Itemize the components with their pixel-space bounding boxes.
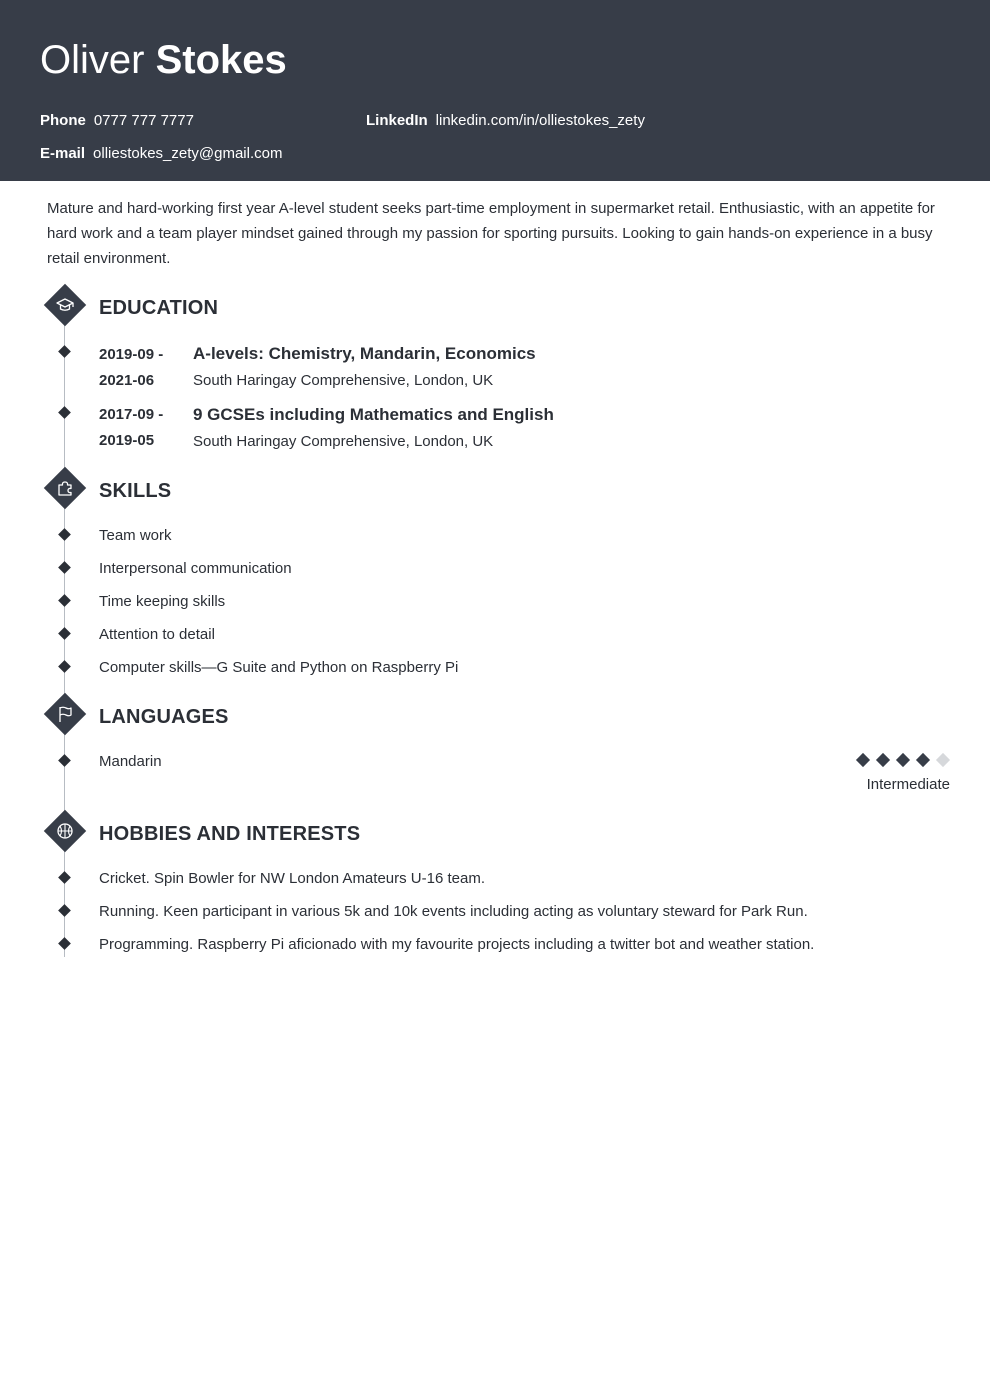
linkedin-value[interactable]: linkedin.com/in/olliestokes_zety	[435, 112, 645, 129]
contact-email	[40, 145, 282, 163]
education-school: South Haringay Comprehensive, London, UK	[193, 433, 494, 450]
skills-section-icon	[44, 467, 86, 509]
languages-title: LANGUAGES	[99, 706, 229, 728]
hobby-item: Cricket. Spin Bowler for NW London Amateurs U-16 team.	[99, 870, 485, 887]
education-school: South Haringay Comprehensive, London, UK	[193, 372, 494, 389]
rating-dot	[876, 753, 890, 767]
basketball-icon	[54, 820, 76, 842]
skill-bullet	[58, 627, 71, 640]
hobbies-title: HOBBIES AND INTERESTS	[99, 823, 361, 845]
rating-dot	[936, 753, 950, 767]
skills-title: SKILLS	[99, 480, 172, 502]
phone-label: Phone	[40, 112, 86, 129]
rating-dot	[896, 753, 910, 767]
education-bullet	[58, 406, 71, 419]
graduation-cap-icon	[54, 294, 76, 316]
language-bullet	[58, 754, 71, 767]
skill-item: Interpersonal communication	[99, 560, 292, 577]
email-value[interactable]: olliestokes_zety@gmail.com	[93, 145, 283, 162]
first-name: Oliver	[40, 38, 145, 82]
hobby-bullet	[58, 937, 71, 950]
profile-summary: Mature and hard-working first year A-level student seeks part-time employment in supermarket retail. Enthusiastic, with an appetite for hard work and a team player mindset gained through my passion for sporting pursuits. Looking to gain hands-on experience in a busy retail environment.	[47, 200, 935, 267]
education-date	[99, 342, 179, 394]
skill-item: Attention to detail	[99, 626, 215, 643]
skill-bullet	[58, 594, 71, 607]
skill-item: Computer skills—G Suite and Python on Raspberry Pi	[99, 659, 459, 676]
language-name: Mandarin	[99, 753, 162, 770]
education-date-start: 2017-09 -	[99, 406, 164, 423]
education-date-end: 2021-06	[99, 372, 155, 389]
puzzle-icon	[54, 477, 76, 499]
skill-bullet	[58, 660, 71, 673]
hobby-bullet	[58, 871, 71, 884]
education-section-icon	[44, 284, 86, 326]
hobby-bullet	[58, 904, 71, 917]
education-title: EDUCATION	[99, 297, 219, 319]
last-name: Stokes	[155, 38, 287, 82]
phone-value: 0777 777 7777	[93, 112, 194, 129]
email-label: E-mail	[40, 145, 86, 162]
hobbies-section-icon	[44, 810, 86, 852]
education-date	[99, 402, 179, 454]
skill-bullet	[58, 561, 71, 574]
hobby-item: Programming. Raspberry Pi aficionado with my favourite projects including a twitter bot and weather station.	[99, 936, 815, 953]
languages-section-icon	[44, 693, 86, 735]
education-bullet	[58, 345, 71, 358]
skill-item: Time keeping skills	[99, 593, 226, 610]
linkedin-label: LinkedIn	[366, 112, 428, 129]
education-date-start: 2019-09 -	[99, 346, 164, 363]
skill-bullet	[58, 528, 71, 541]
education-date-end: 2019-05	[99, 432, 155, 449]
contact-linkedin	[366, 112, 645, 130]
language-rating	[856, 753, 950, 767]
skill-item: Team work	[99, 527, 172, 544]
hobby-item: Running. Keen participant in various 5k and 10k events including acting as voluntary steward for Park Run.	[99, 903, 808, 920]
rating-dot	[856, 753, 870, 767]
education-degree: A-levels: Chemistry, Mandarin, Economics	[193, 344, 536, 363]
resume-header	[0, 0, 990, 181]
flag-icon	[54, 703, 76, 725]
education-degree: 9 GCSEs including Mathematics and English	[193, 405, 554, 424]
contact-phone	[40, 112, 194, 130]
candidate-name	[40, 37, 287, 83]
rating-dot	[916, 753, 930, 767]
language-level: Intermediate	[866, 776, 950, 793]
